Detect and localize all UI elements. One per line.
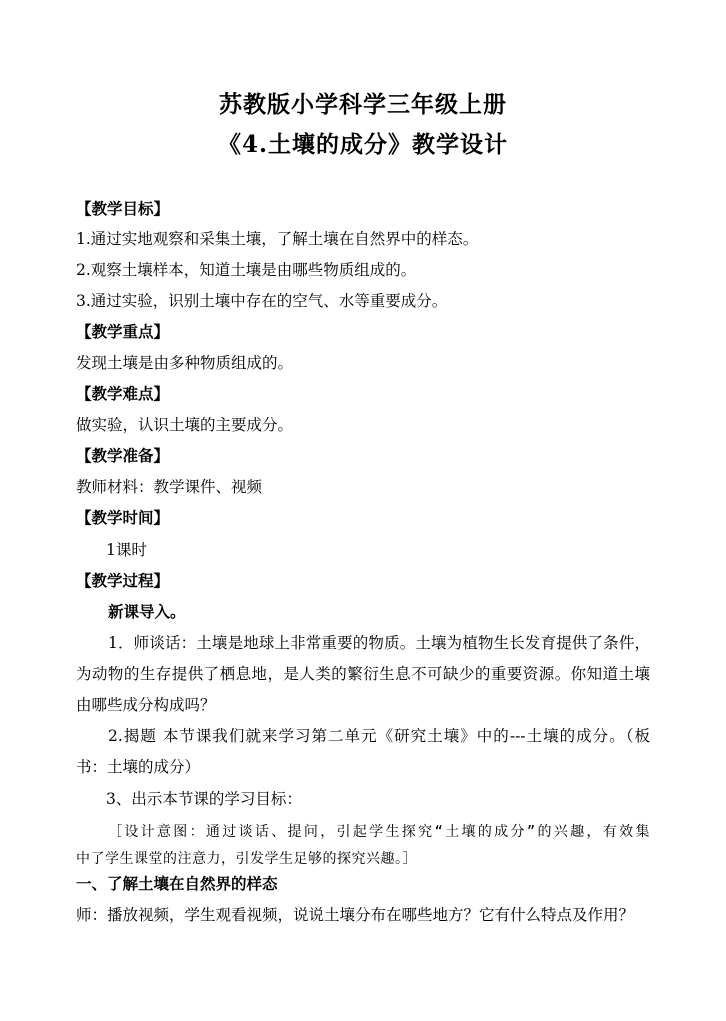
time-heading: 【教学时间】 [76, 508, 170, 527]
section-1-heading: 一、了解土壤在自然界的样态 [76, 874, 278, 893]
design-note-line-1: ［设计意图：通过谈话、提问，引起学生探究“土壤的成分”的兴趣，有效集 [108, 824, 650, 840]
objective-item-3: 3.通过实验，识别土壤中存在的空气、水等重要成分。 [76, 292, 448, 310]
paragraph-2-line-1: 2.揭题 本节课我们就来学习第二单元《研究土壤》中的---土壤的成分。（板 [108, 727, 650, 745]
time-text: 1课时 [106, 541, 147, 559]
difficulties-heading: 【教学难点】 [76, 384, 170, 403]
preparation-heading: 【教学准备】 [76, 446, 170, 465]
paragraph-2-line-2: 书：土壤的成分） [76, 758, 201, 776]
key-points-heading: 【教学重点】 [76, 322, 170, 341]
difficulties-text: 做实验，认识土壤的主要成分。 [76, 416, 294, 434]
document-title-line-1: 苏教版小学科学三年级上册 [219, 91, 507, 118]
key-points-text: 发现土壤是由多种物质组成的。 [76, 354, 294, 372]
process-heading: 【教学过程】 [76, 571, 170, 590]
document-title-line-2: 《4.土壤的成分》教学设计 [217, 131, 508, 158]
preparation-text: 教师材料：教学课件、视频 [76, 478, 263, 496]
paragraph-1-line-1: 1．师谈话：土壤是地球上非常重要的物质。土壤为植物生长发育提供了条件， [108, 634, 650, 652]
paragraph-3-line-1: 3、出示本节课的学习目标： [106, 790, 302, 808]
objective-item-1: 1.通过实地观察和采集土壤，了解土壤在自然界中的样态。 [76, 230, 479, 248]
design-note-line-2: 中了学生课堂的注意力，引发学生足够的探究兴趣。］ [76, 851, 417, 867]
paragraph-1-line-3: 由哪些成分构成吗？ [76, 696, 216, 714]
objectives-heading: 【教学目标】 [76, 199, 170, 218]
objective-item-2: 2.观察土壤样本，知道土壤是由哪些物质组成的。 [76, 261, 417, 279]
paragraph-1-line-2: 为动物的生存提供了栖息地，是人类的繁衍生息不可缺少的重要资源。你知道土壤 [76, 665, 650, 683]
intro-heading: 新课导入。 [108, 602, 186, 621]
section-1-text: 师：播放视频，学生观看视频，说说土壤分布在哪些地方？它有什么特点及作用？ [76, 906, 635, 924]
